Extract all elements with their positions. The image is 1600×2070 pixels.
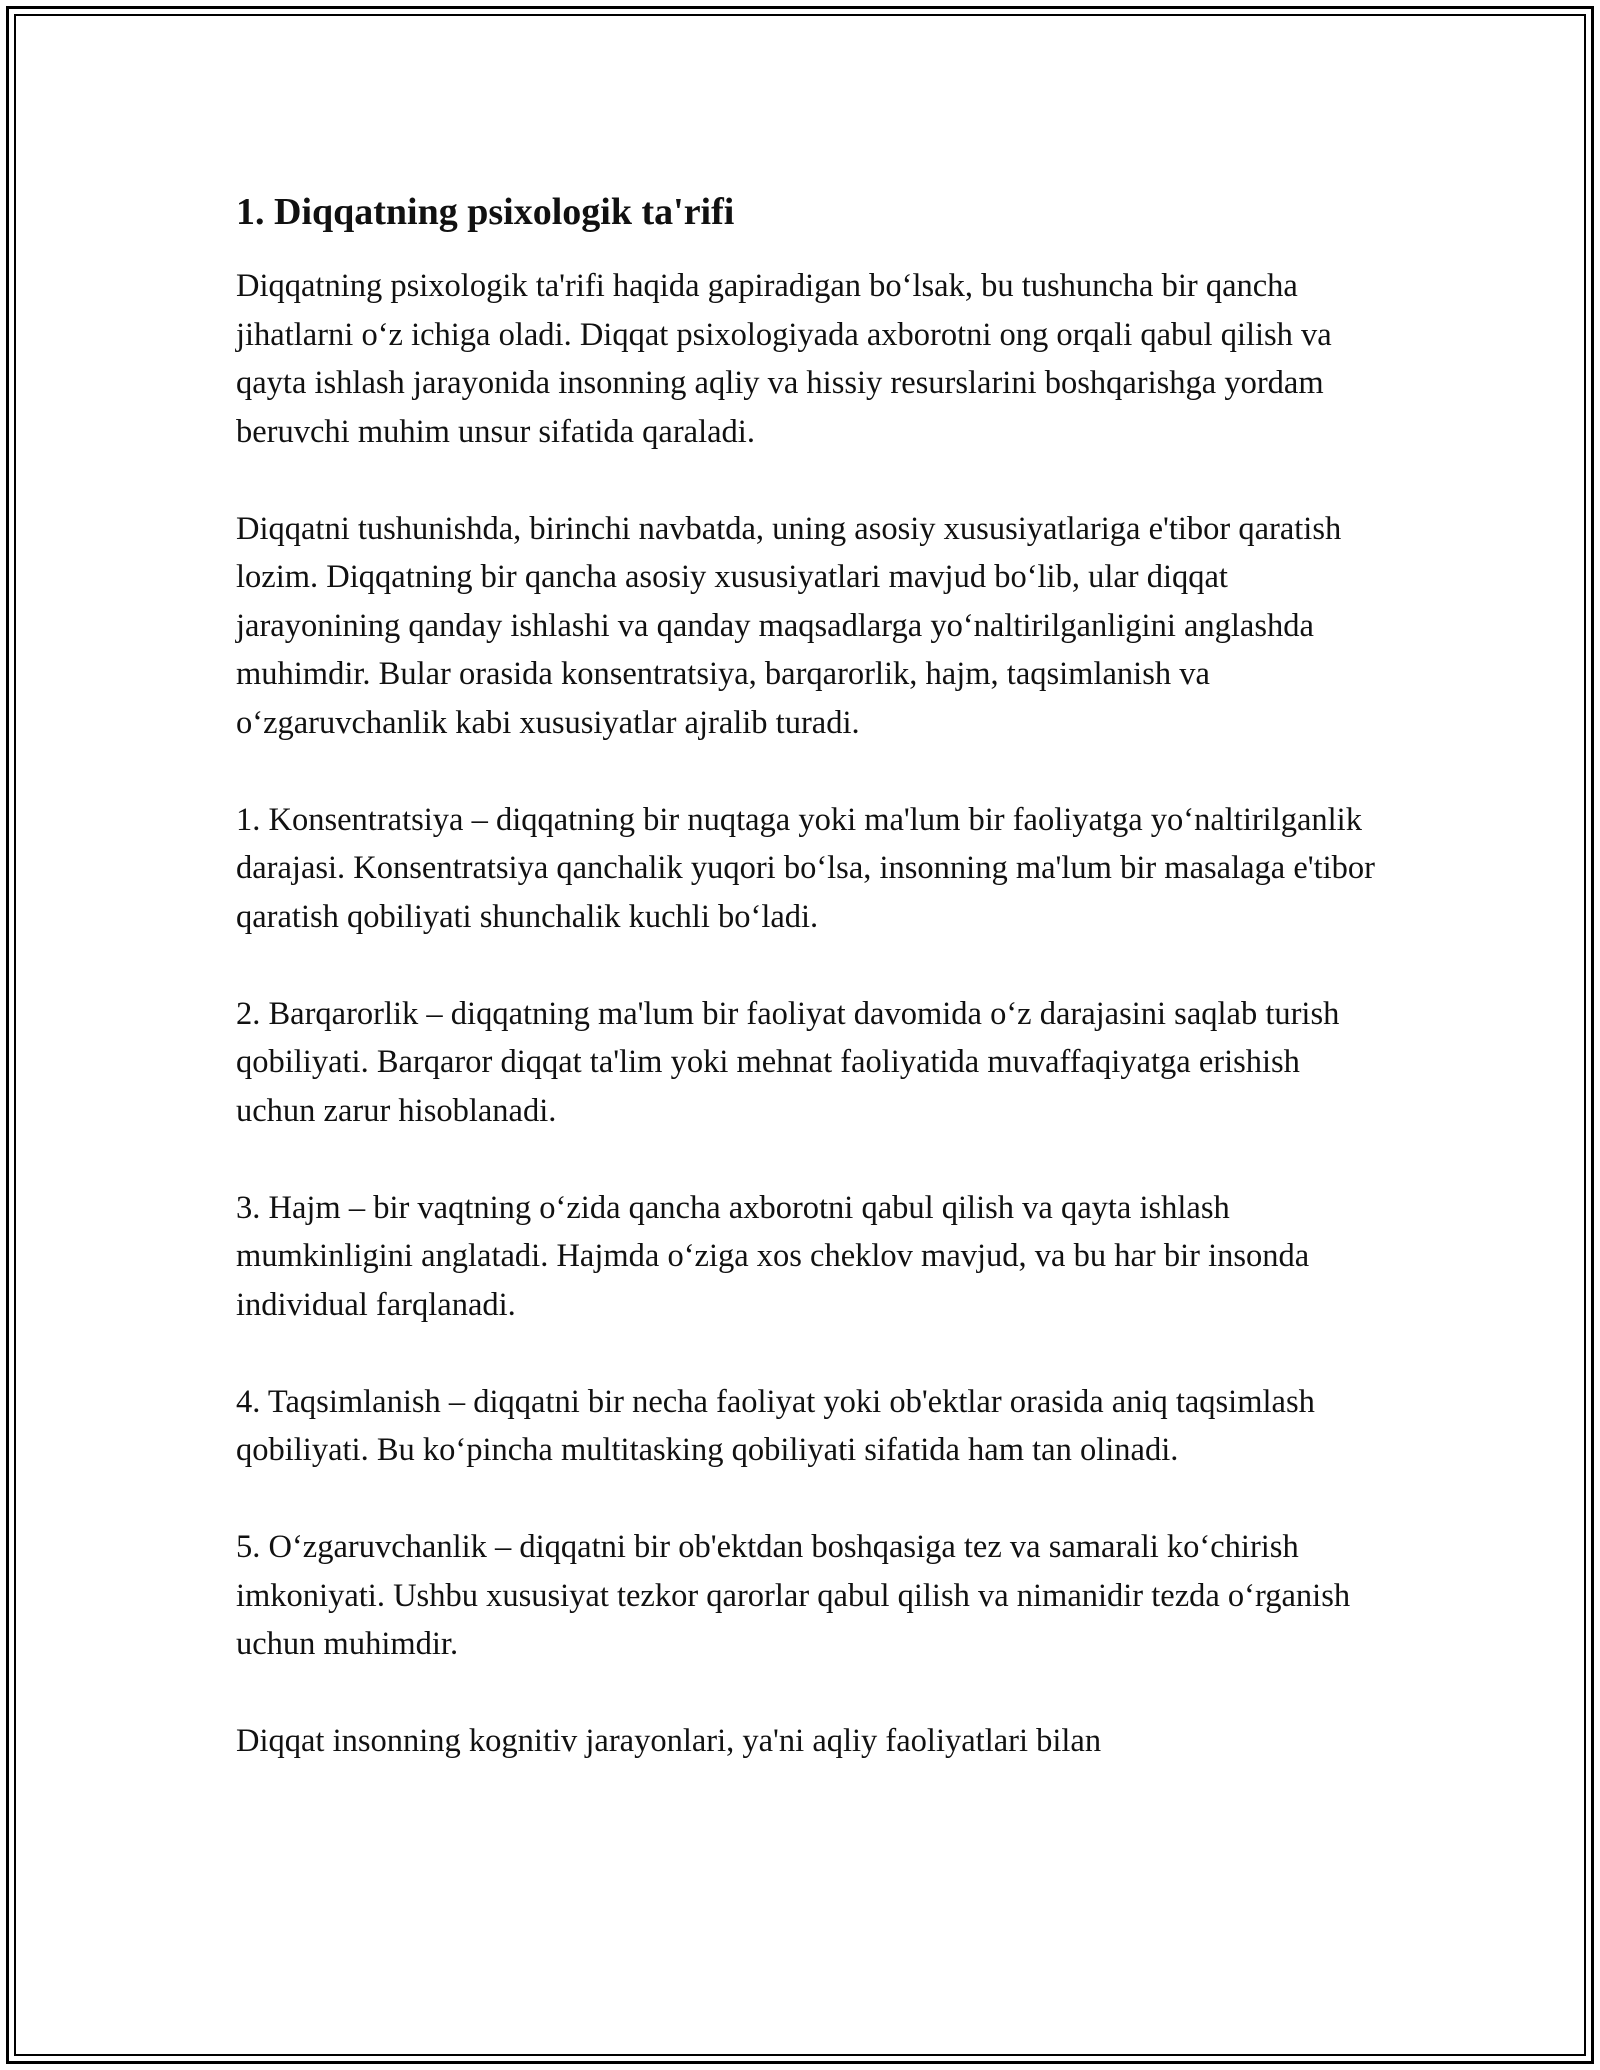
paragraph-properties: Diqqatni tushunishda, birinchi navbatda, uning asosiy xususiyatlariga e'tibor qaratish lozim. Diqqatning bir qancha asosiy xususiyatlari mavjud bo‘lib, ular diqqat jarayonining qanday ishlashi va qanday maqsadlarga yo‘naltirilganligini anglashda muhimdir. Bular orasida konsentratsiya, barqarorlik, hajm, taqsimlanish va o‘zgaruvchanlik kabi xususiyatlar ajralib turadi. <box>236 510 1342 741</box>
paragraph-switching: 5. O‘zgaruvchanlik – diqqatni bir ob'ektdan boshqasiga tez va samarali ko‘chirish imkoniyati. Ushbu xususiyat tezkor qarorlar qabul qilish va nimanidir tezda o‘rganish uchun muhimdir. <box>236 1529 1351 1662</box>
section-heading: 1. Diqqatning psixologik ta'rifi <box>236 191 735 233</box>
paragraph-closing: Diqqat insonning kognitiv jarayonlari, ya'ni aqliy faoliyatlari bilan <box>236 1723 1102 1759</box>
paragraph-intro: Diqqatning psixologik ta'rifi haqida gapiradigan bo‘lsak, bu tushuncha bir qancha jihatlarni o‘z ichiga oladi. Diqqat psixologiyada axborotni ong orqali qabul qilish va qayta ishlash jarayonida insonning aqliy va hissiy resurslarini boshqarishga yordam beruvchi muhim unsur sifatida qaraladi. <box>236 268 1332 450</box>
paragraph-stability: 2. Barqarorlik – diqqatning ma'lum bir faoliyat davomida o‘z darajasini saqlab turish qobiliyati. Barqaror diqqat ta'lim yoki mehnat faoliyatida muvaffaqiyatga erishish uchun zarur hisoblanadi. <box>236 995 1340 1129</box>
paragraph-distribution: 4. Taqsimlanish – diqqatni bir necha faoliyat yoki ob'ektlar orasida aniq taqsimlash qobiliyati. Bu ko‘pincha multitasking qobiliyati sifatida ham tan olinadi. <box>236 1383 1315 1468</box>
document-body <box>236 186 1376 1814</box>
paragraph-volume: 3. Hajm – bir vaqtning o‘zida qancha axborotni qabul qilish va qayta ishlash mumkinligini anglatadi. Hajmda o‘ziga xos cheklov mavjud, va bu har bir insonda individual farqlanadi. <box>236 1189 1310 1323</box>
paragraph-concentration: 1. Konsentratsiya – diqqatning bir nuqtaga yoki ma'lum bir faoliyatga yo‘naltirilganlik darajasi. Konsentratsiya qanchalik yuqori bo‘lsa, insonning ma'lum bir masalaga e'tibor qaratish qobiliyati shunchalik kuchli bo‘ladi. <box>236 801 1375 935</box>
